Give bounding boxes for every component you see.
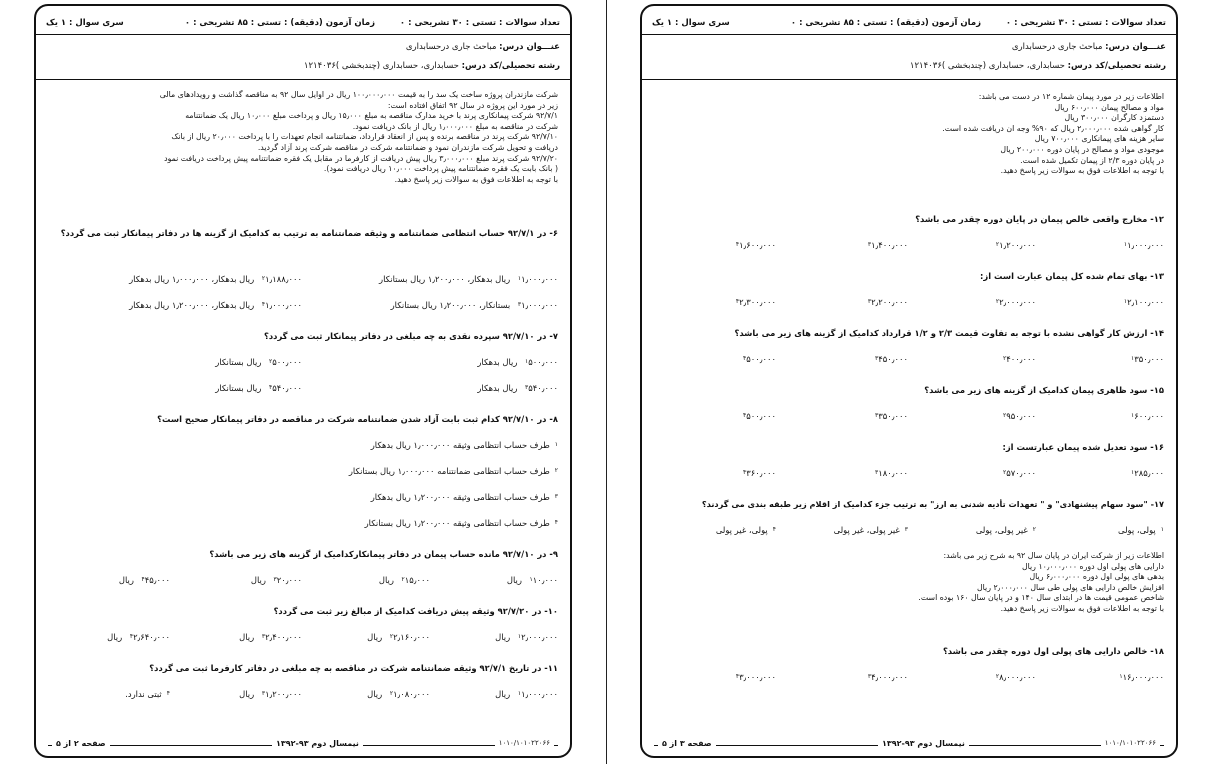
option-text: ۵۰۰٫۰۰۰ [746,354,776,364]
footer-term: نیمسال دوم ۹۳-۱۳۹۲ [272,739,363,748]
option-number: ۴ [261,301,266,308]
header-rule-bottom [642,79,1176,80]
option-16-4[interactable] [738,468,776,478]
passage-line: شرکت مازندران پروژه ساخت یک سد را به قیمت ۱۰۰٫۰۰۰٫۰۰۰ ریال در اوایل سال ۹۲ به مناقصه گذاشت و رویدادهای مالی [159,90,558,99]
passage-line: با توجه به اطلاعات فوق به سوالات زیر پاسخ دهید. [394,174,558,184]
field-code-value: حسابداری، حسابداری (چندبخشی )۱۲۱۴۰۳۶ [303,61,459,71]
exam-time: زمان آزمون (دقیقه) : تستی : ۸۵ تشریحی : ۰ [184,18,375,28]
option-7-4[interactable] [215,383,302,393]
option-text: ۹۵۰٫۰۰۰ [1006,411,1036,421]
option-text: ۴٫۰۰۰٫۰۰۰ [871,672,908,682]
option-8-1[interactable] [371,440,558,450]
question-count: تعداد سوالات : تستی : ۳۰ تشریحی : ۰ [1005,18,1166,28]
option-text: ۲٫۰۰۰٫۰۰۰ [999,297,1036,307]
page-footer [642,739,1176,753]
option-number: ۴ [129,633,134,640]
field-code-label: رشته تحصیلی/کد درس: [1067,61,1166,71]
passage-line: با توجه به اطلاعات فوق به سوالات زیر پاسخ دهید. [1000,603,1164,613]
passage-line: مواد و مصالح پیمان ۶۰۰٫۰۰۰ ریال [1054,102,1164,112]
option-text: ثبتی ندارد. [125,689,162,699]
question-7: ۷- در ۹۲/۷/۱۰ سپرده نقدی به چه مبلغی در دفاتر پیمانکار ثبت می گردد؟ [263,331,558,341]
option-number: ۴ [743,355,747,362]
option-number: ۱ [1131,412,1135,419]
passage-line: شاخص عمومی قیمت ها در ابتدای سال ۱۴۰ و در پایان سال ۱۶۰ بوده است. [918,593,1164,603]
option-text: ۳٫۰۰۰٫۰۰۰ [739,672,776,682]
option-number: ۴ [735,673,740,680]
option-17-4[interactable] [716,525,776,535]
option-text: ۳۵۰٫۰۰۰ [1134,354,1164,364]
option-14-1[interactable] [1126,354,1164,364]
option-11-1[interactable] [495,689,558,699]
option-text: طرف حساب انتظامی وثیقه ۱٫۲۰۰٫۰۰۰ ریال بستانکار [364,518,550,528]
option-14-2[interactable] [998,354,1036,364]
option-18-2[interactable] [991,672,1036,682]
option-6-3[interactable] [391,300,558,310]
option-text: ۴۰۰٫۰۰۰ [1006,354,1036,364]
question-6: ۶- در ۹۲/۷/۱ حساب انتظامی ضمانتنامه و وثیقه ضمانتنامه به ترتیب به کدامیک از گزینه ها در دفاتر پیمانکار ثبت می گردد؟ [60,228,558,238]
passage-line: اطلاعات زیر از شرکت ایران در پایان سال ۹۲ به شرح زیر می باشد: [943,551,1164,560]
course-title [406,42,560,52]
option-number: ۴ [735,241,740,248]
option-11-2[interactable] [367,689,430,699]
option-text: ۸٫۰۰۰٫۰۰۰ [999,672,1036,682]
option-text: ۱٫۰۰۰٫۰۰۰ بستانکار، ۱٫۲۰۰٫۰۰۰ ریال بستانکار [390,300,558,310]
option-number: ۲ [401,576,405,583]
option-text: ۲٫۰۰۰٫۰۰۰ ریال [495,632,558,642]
option-17-3[interactable] [834,525,908,535]
passage-line: افزایش خالص دارایی های پولی طی سال ۲٫۰۰۰٫۰۰۰ ریال [977,582,1164,592]
option-number: ۱ [554,441,558,448]
option-number: ۳ [875,355,879,362]
exam-page-3 [640,4,1178,758]
footer-code: ۱۰۱۰/۱۰۱۰۲۲۰۶۶ [1101,739,1160,747]
option-number: ۴ [554,519,558,526]
option-text: ۱٫۰۸۰٫۰۰۰ ریال [367,689,430,699]
option-number: ۳ [517,301,522,308]
option-text: ۱٫۲۰۰٫۰۰۰ [999,240,1036,250]
option-text: ۱۵٫۰۰۰ ریال [378,575,430,585]
question-15: ۱۵- سود ظاهری پیمان کدامیک از گزینه های زیر می باشد؟ [924,385,1164,395]
passage-line: در پایان دوره ۲/۳ از پیمان تکمیل شده است. [1020,155,1164,165]
option-text: ۶۰۰٫۰۰۰ [1134,411,1164,421]
option-7-3[interactable] [477,383,558,393]
option-number: ۲ [1003,412,1007,419]
option-number: ۳ [867,673,872,680]
passage-2 [656,551,1164,615]
option-text: طرف حساب انتظامی ضمانتنامه ۱٫۰۰۰٫۰۰۰ ریال بستانکار [348,466,550,476]
option-8-3[interactable] [371,492,558,502]
footer-code: ۱۰۱۰/۱۰۱۰۲۲۰۶۶ [495,739,554,747]
option-number: ۱ [525,358,529,365]
option-text: پولی، غیر پولی [715,525,768,535]
passage-line: دارایی های پولی اول دوره ۱۰٫۰۰۰٫۰۰۰ ریال [1021,561,1164,571]
option-number: ۱ [1123,298,1128,305]
option-number: ۴ [735,298,740,305]
option-13-1[interactable] [1119,297,1164,307]
option-9-3[interactable] [251,575,302,585]
option-text: ۵۰۰٫۰۰۰ [746,411,776,421]
option-text: ۲٫۱۰۰٫۰۰۰ [1127,297,1164,307]
option-18-4[interactable] [731,672,776,682]
option-number: ۱ [529,576,533,583]
question-17: ۱۷- "سود سهام پیشنهادی" و " تعهدات تأدیه شدنی به ارز" به ترتیب جزء کدامیک از اقلام زیر طبقه بندی می گردند؟ [701,499,1164,509]
option-text: ۵۷۰٫۰۰۰ [1006,468,1036,478]
option-text: طرف حساب انتظامی وثیقه ۱٫۰۰۰٫۰۰۰ ریال بدهکار [370,440,550,450]
option-number: ۱ [517,690,522,697]
option-7-2[interactable] [215,357,302,367]
option-number: ۴ [772,526,776,533]
option-text: ۱٫۲۰۰٫۰۰۰ ریال [239,689,302,699]
option-number: ۴ [743,412,747,419]
option-17-2[interactable] [976,525,1036,535]
passage-line: زیر در مورد این پروژه در سال ۹۲ اتفاق افتاده است: [387,100,558,110]
option-10-4[interactable] [107,632,170,642]
option-number: ۴ [166,690,170,697]
option-number: ۳ [261,633,266,640]
option-text: ۱٫۰۰۰٫۰۰۰ ریال [495,689,558,699]
page-footer [36,739,570,753]
option-text: ۱٫۶۰۰٫۰۰۰ [739,240,776,250]
field-code [304,61,560,71]
option-11-4[interactable] [125,689,170,699]
option-number: ۳ [904,526,908,533]
option-text: ۵۰۰٫۰۰۰ ریال بستانکار [215,357,302,367]
option-number: ۲ [269,358,273,365]
passage-line: سایر هزینه های پیمانکاری ۷۰۰٫۰۰۰ ریال [1034,134,1164,144]
option-12-1[interactable] [1119,240,1164,250]
passage-line: با توجه به اطلاعات فوق به سوالات زیر پاسخ دهید. [1000,166,1164,176]
question-10: ۱۰- در ۹۲/۷/۲۰ وثیقه پیش دریافت کدامیک از مبالغ زیر ثبت می گردد؟ [273,606,558,616]
option-15-2[interactable] [998,411,1036,421]
option-18-1[interactable] [1114,672,1164,682]
option-number: ۳ [554,493,558,500]
footer-term: نیمسال دوم ۹۳-۱۳۹۲ [878,739,969,748]
option-17-1[interactable] [1118,525,1164,535]
option-number: ۳ [875,412,879,419]
passage-1 [656,92,1164,177]
passage-line: موجودی مواد و مصالح در پایان دوره ۲۰۰٫۰۰۰ ریال [1000,144,1164,154]
option-6-1[interactable] [379,274,558,284]
option-10-2[interactable] [367,632,430,642]
option-number: ۱ [1131,355,1135,362]
question-14: ۱۴- ارزش کار گواهی نشده با توجه به تفاوت قیمت ۲/۳ و ۱/۲ قرارداد کدامیک از گزینه های زیر می باشد؟ [734,328,1164,338]
question-12: ۱۲- مخارج واقعی خالص پیمان در پایان دوره چقدر می باشد؟ [915,214,1164,224]
option-text: ۵۴۰٫۰۰۰ ریال بدهکار [477,383,558,393]
passage-line: دریافت و تحویل شرکت مازندران نمود و ضمانتنامه شرکت در مناقصه شرکت پرند آزاد گردید. [257,142,558,152]
option-text: ۱۰٫۰۰۰ ریال [506,575,558,585]
option-11-3[interactable] [239,689,302,699]
question-series: سری سوال : ۱ یک [652,18,730,28]
option-number: ۲ [1003,469,1007,476]
option-number: ۲ [389,633,394,640]
exam-time: زمان آزمون (دقیقه) : تستی : ۸۵ تشریحی : ۰ [790,18,981,28]
option-number: ۲ [995,673,1000,680]
option-number: ۱ [1119,673,1123,680]
option-number: ۱ [1131,469,1135,476]
option-number: ۳ [867,241,872,248]
option-text: غیر پولی، غیر پولی [833,525,900,535]
option-text: ۱۶٫۰۰۰٫۰۰۰ [1122,672,1164,682]
field-code-value: حسابداری، حسابداری (چندبخشی )۱۲۱۴۰۳۶ [909,61,1065,71]
option-10-1[interactable] [495,632,558,642]
option-text: ۴۵٫۰۰۰ ریال [118,575,170,585]
page-header [36,6,570,80]
passage-line: کار گواهی شده ۲٫۰۰۰٫۰۰۰ ریال که ۹۰% وجه ان دریافت شده است. [942,123,1164,133]
page-header [642,6,1176,80]
option-9-4[interactable] [119,575,170,585]
option-text: ۲۰٫۰۰۰ ریال [250,575,302,585]
option-12-4[interactable] [731,240,776,250]
option-12-3[interactable] [863,240,908,250]
option-9-1[interactable] [507,575,558,585]
option-text: غیر پولی، پولی [975,525,1028,535]
passage-line: ۹۲/۷/۱۰ شرکت پرند در مناقصه برنده و پس از انعقاد قرارداد، ضمانتنامه انجام تعهدات را با پرداخت ۲۰٫۰۰۰ ریال از بانک [171,132,558,142]
passage-line: دستمزد کارگران ۳۰۰٫۰۰۰ ریال [1064,113,1164,123]
footer-page: صفحه ۲ از ۵ [52,739,110,748]
option-text: ۳۶۰٫۰۰۰ [746,468,776,478]
option-number: ۲ [554,467,558,474]
exam-page-2 [34,4,572,758]
option-number: ۳ [867,298,872,305]
option-15-4[interactable] [738,411,776,421]
course-title [1012,42,1166,52]
option-text: ۱٫۱۸۸٫۰۰۰ ریال بدهکار، ۱٫۰۰۰٫۰۰۰ ریال بدهکار [129,274,302,284]
option-number: ۲ [389,690,394,697]
option-number: ۲ [261,275,266,282]
question-series: سری سوال : ۱ یک [46,18,124,28]
option-number: ۲ [995,241,1000,248]
question-count: تعداد سوالات : تستی : ۳۰ تشریحی : ۰ [399,18,560,28]
passage-line: ۹۲/۷/۲۰ شرکت پرند مبلغ ۳٫۰۰۰٫۰۰۰ ریال پیش دریافت از کارفرما در مقابل یک فقره ضمانتنامه پیش پرداخت دریافت نمود [164,153,558,163]
option-7-1[interactable] [477,357,558,367]
option-text: پولی، پولی [1118,525,1156,535]
question-9: ۹- در ۹۲/۷/۱۰ مانده حساب پیمان در دفاتر پیمانکارکدامیک از گزینه های زیر می باشد؟ [209,549,558,559]
option-6-2[interactable] [129,274,302,284]
field-code-label: رشته تحصیلی/کد درس: [461,61,560,71]
question-16: ۱۶- سود تعدیل شده پیمان عبارتست از: [1002,442,1164,452]
option-text: ۲۸۵٫۰۰۰ [1134,468,1164,478]
option-13-4[interactable] [731,297,776,307]
option-number: ۳ [525,384,529,391]
option-13-2[interactable] [991,297,1036,307]
option-text: ۱٫۰۰۰٫۰۰۰ ریال بدهکار، ۱٫۲۰۰٫۰۰۰ ریال بدهکار [129,300,302,310]
option-number: ۲ [995,298,1000,305]
option-text: ۲٫۶۴۰٫۰۰۰ ریال [107,632,170,642]
option-number: ۳ [875,469,879,476]
option-text: ۵۰۰٫۰۰۰ ریال بدهکار [477,357,558,367]
option-6-4[interactable] [129,300,302,310]
course-title-label: عنـــوان درس: [1105,42,1166,52]
option-10-3[interactable] [239,632,302,642]
option-text: ۳۵۰٫۰۰۰ [878,411,908,421]
option-text: ۵۴۰٫۰۰۰ ریال بستانکار [215,383,302,393]
field-code [910,61,1166,71]
question-8: ۸- در ۹۲/۷/۱۰ کدام ثبت بابت آزاد شدن ضمانتنامه شرکت در مناقصه در دفاتر پیمانکار صحیح است؟ [157,414,558,424]
course-title-label: عنـــوان درس: [499,42,560,52]
footer-page: صفحه ۳ از ۵ [658,739,716,748]
option-number: ۱ [517,633,522,640]
option-8-2[interactable] [349,466,558,476]
option-16-3[interactable] [870,468,908,478]
header-rule-bottom [36,79,570,80]
option-14-4[interactable] [738,354,776,364]
option-number: ۲ [1003,355,1007,362]
passage-line: بدهی های پولی اول دوره ۶٫۰۰۰٫۰۰۰ ریال [1029,572,1164,582]
option-18-3[interactable] [863,672,908,682]
passage-line: شرکت در مناقصه به مبلغ ۱٫۰۰۰٫۰۰۰ ریال از بانک دریافت نمود. [352,121,558,131]
option-14-3[interactable] [870,354,908,364]
option-text: ۲٫۱۶۰٫۰۰۰ ریال [367,632,430,642]
course-title-value: مباحث جاری درحسابداری [405,42,497,52]
page-divider [606,0,607,764]
course-title-value: مباحث جاری درحسابداری [1011,42,1103,52]
option-15-3[interactable] [870,411,908,421]
option-number: ۴ [141,576,145,583]
option-text: ۱٫۰۰۰٫۰۰۰ ریال بدهکار، ۱٫۲۰۰٫۰۰۰ ریال بستانکار [379,274,558,284]
passage-line: ( بانک بابت یک فقره ضمانتنامه پیش پرداخت ۱۰٫۰۰۰ ریال دریافت نمود). [323,164,558,174]
option-number: ۳ [261,690,266,697]
option-number: ۱ [1160,526,1164,533]
option-12-2[interactable] [991,240,1036,250]
question-18: ۱۸- خالص دارایی های پولی اول دوره چقدر می باشد؟ [942,646,1164,656]
question-13: ۱۳- بهای تمام شده کل پیمان عبارت است از: [980,271,1164,281]
option-number: ۴ [743,469,747,476]
option-13-3[interactable] [863,297,908,307]
header-rule [642,34,1176,35]
option-number: ۴ [269,384,273,391]
option-16-1[interactable] [1126,468,1164,478]
option-number: ۲ [1032,526,1036,533]
option-text: ۱٫۴۰۰٫۰۰۰ [871,240,908,250]
passage-line: اطلاعات زیر در مورد پیمان شماره ۱۲ در دست می باشد: [978,92,1164,101]
header-rule [36,34,570,35]
passage [50,90,558,185]
question-11: ۱۱- در تاریخ ۹۲/۷/۱ وثیقه ضمانتنامه شرکت در مناقصه به چه مبلغی در دفاتر کارفرما ثبت می گردد؟ [149,663,558,673]
option-number: ۳ [273,576,277,583]
option-text: ۲٫۳۰۰٫۰۰۰ [739,297,776,307]
option-8-4[interactable] [365,518,558,528]
option-number: ۱ [1123,241,1128,248]
option-15-1[interactable] [1126,411,1164,421]
option-text: ۱۸۰٫۰۰۰ [878,468,908,478]
option-16-2[interactable] [998,468,1036,478]
option-text: ۱٫۰۰۰٫۰۰۰ [1127,240,1164,250]
option-number: ۱ [517,275,522,282]
passage-line: ۹۲/۷/۱ شرکت پیمانکاری پرند با خرید مدارک مناقصه به مبلغ ۱۵٫۰۰۰ ریال و پرداخت مبلغ ۱۰٫۰۰۰ ریال یک ضمانتنامه [185,111,558,121]
option-9-2[interactable] [379,575,430,585]
option-text: ۲٫۲۰۰٫۰۰۰ [871,297,908,307]
option-text: ۲٫۴۰۰٫۰۰۰ ریال [239,632,302,642]
option-text: طرف حساب انتظامی وثیقه ۱٫۲۰۰٫۰۰۰ ریال بدهکار [370,492,550,502]
option-text: ۴۵۰٫۰۰۰ [878,354,908,364]
